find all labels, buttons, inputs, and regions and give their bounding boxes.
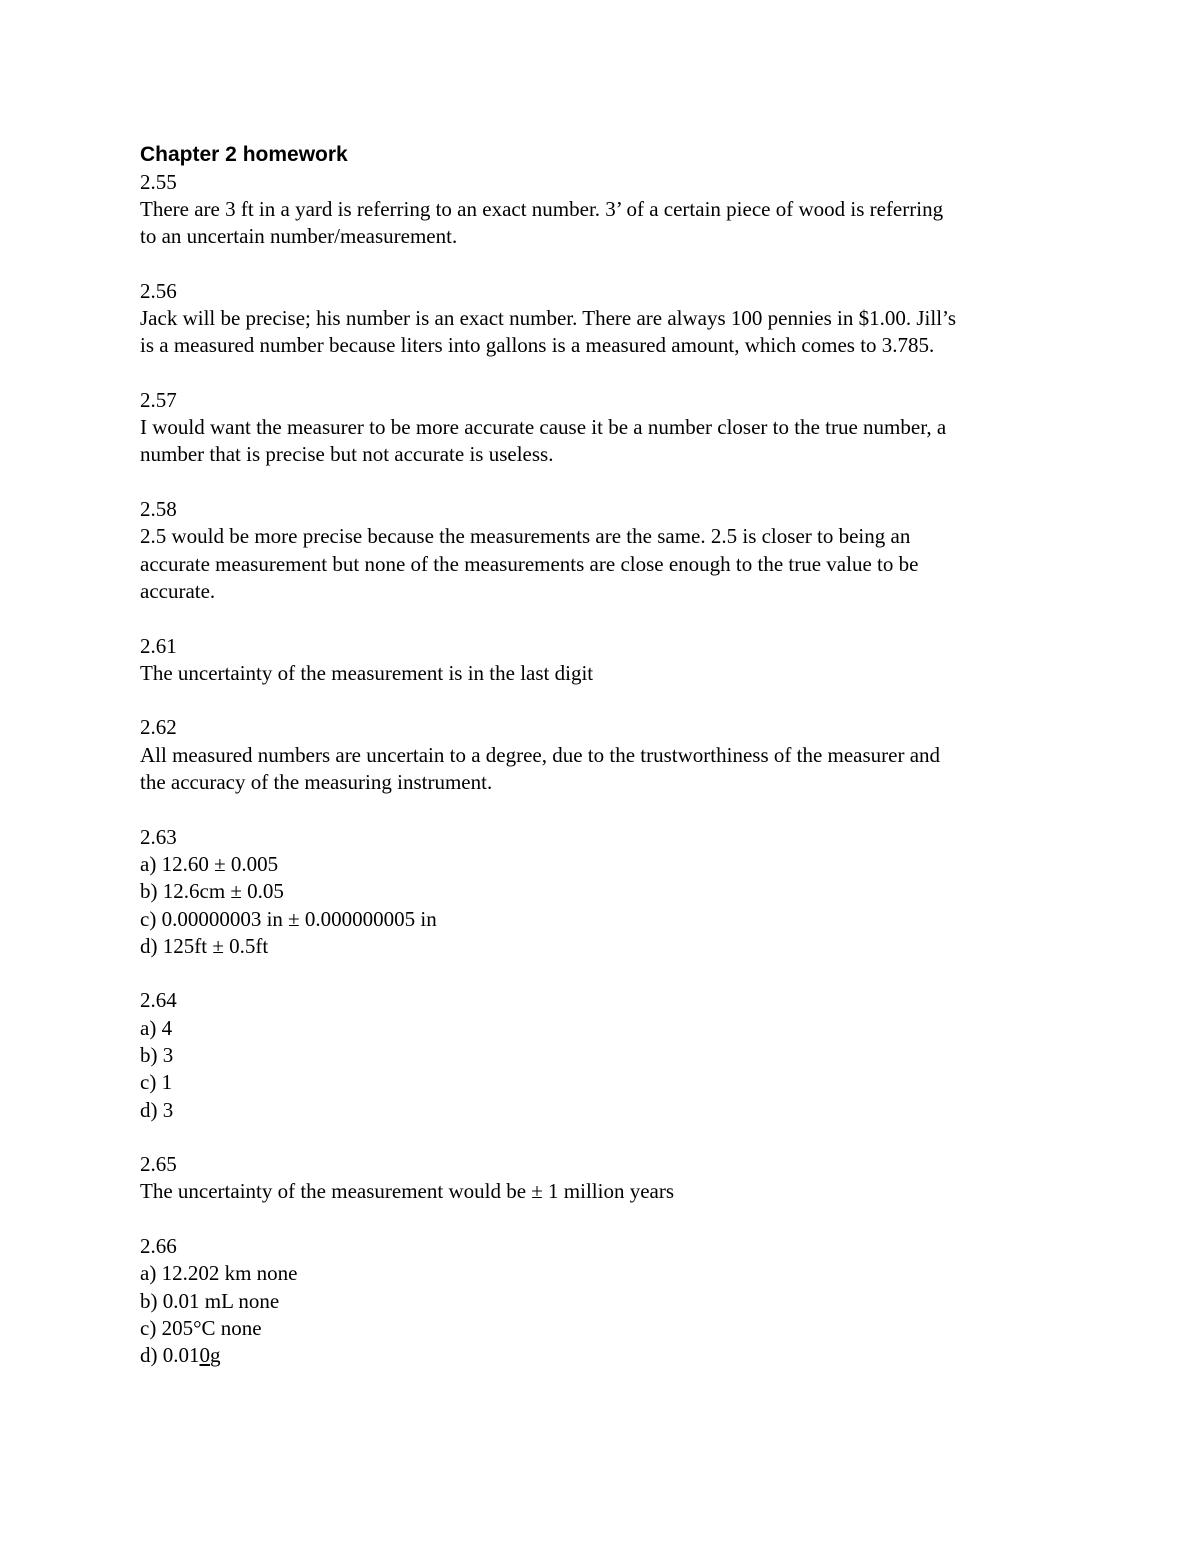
section-text-line: the accuracy of the measuring instrument.: [140, 770, 493, 795]
section-2-57: [140, 387, 1070, 469]
section-number: 2.63: [140, 824, 177, 849]
answer-line: b) 12.6cm ± 0.05: [140, 879, 284, 904]
answer-line: a) 12.60 ± 0.005: [140, 851, 279, 876]
section-text-line: to an uncertain number/measurement.: [140, 224, 458, 249]
section-number: 2.57: [140, 387, 177, 412]
document-title: Chapter 2 homework: [140, 143, 348, 166]
answer-line: d) 3: [140, 1097, 174, 1122]
section-number: 2.56: [140, 278, 177, 303]
answer-line: a) 12.202 km none: [140, 1261, 298, 1286]
answer-line: a) 4: [140, 1015, 173, 1040]
answer-line: b) 0.01 mL none: [140, 1288, 280, 1313]
section-text-line: The uncertainty of the measurement is in the last digit: [140, 660, 594, 685]
section-number: 2.65: [140, 1152, 177, 1177]
section-number: 2.55: [140, 169, 177, 194]
section-2-62: [140, 714, 1070, 796]
section-2-66: [140, 1233, 1070, 1369]
document-page: [140, 141, 1070, 1397]
answer-line: c) 0.00000003 in ± 0.000000005 in: [140, 906, 437, 931]
section-text-line: The uncertainty of the measurement would be ± 1 million years: [140, 1179, 675, 1204]
section-text-line: There are 3 ft in a yard is referring to an exact number. 3’ of a certain piece of wood is referring: [140, 196, 944, 221]
section-number: 2.62: [140, 715, 177, 740]
underlined-digit: 0: [199, 1343, 210, 1368]
section-text-line: 2.5 would be more precise because the measurements are the same. 2.5 is closer to being an: [140, 524, 911, 549]
answer-line: [140, 1342, 1070, 1369]
answer-prefix: d) 0.01: [140, 1343, 200, 1368]
section-2-65: [140, 1151, 1070, 1206]
answer-line: d) 125ft ± 0.5ft: [140, 933, 269, 958]
section-number: 2.58: [140, 497, 177, 522]
section-number: 2.61: [140, 633, 177, 658]
section-text-line: number that is precise but not accurate is useless.: [140, 442, 554, 467]
section-2-63: [140, 824, 1070, 960]
section-2-61: [140, 633, 1070, 688]
section-2-55: [140, 169, 1070, 251]
answer-suffix: g: [210, 1343, 221, 1368]
section-text-line: accurate measurement but none of the measurements are close enough to the true value to be: [140, 551, 919, 576]
section-text-line: is a measured number because liters into gallons is a measured amount, which comes to 3.785.: [140, 333, 935, 358]
section-text-line: Jack will be precise; his number is an exact number. There are always 100 pennies in $1.00. Jill’s: [140, 305, 957, 330]
section-2-64: [140, 987, 1070, 1123]
section-number: 2.66: [140, 1234, 177, 1259]
answer-line: b) 3: [140, 1043, 174, 1067]
section-number: 2.64: [140, 988, 177, 1013]
section-text-line: All measured numbers are uncertain to a degree, due to the trustworthiness of the measurer and: [140, 742, 941, 767]
section-text-line: I would want the measurer to be more accurate cause it be a number closer to the true number, a: [140, 415, 947, 440]
answer-line: c) 1: [140, 1070, 173, 1095]
section-2-58: [140, 496, 1070, 605]
section-2-56: [140, 278, 1070, 360]
answer-line: c) 205°C none: [140, 1315, 262, 1340]
section-text-line: accurate.: [140, 578, 216, 603]
